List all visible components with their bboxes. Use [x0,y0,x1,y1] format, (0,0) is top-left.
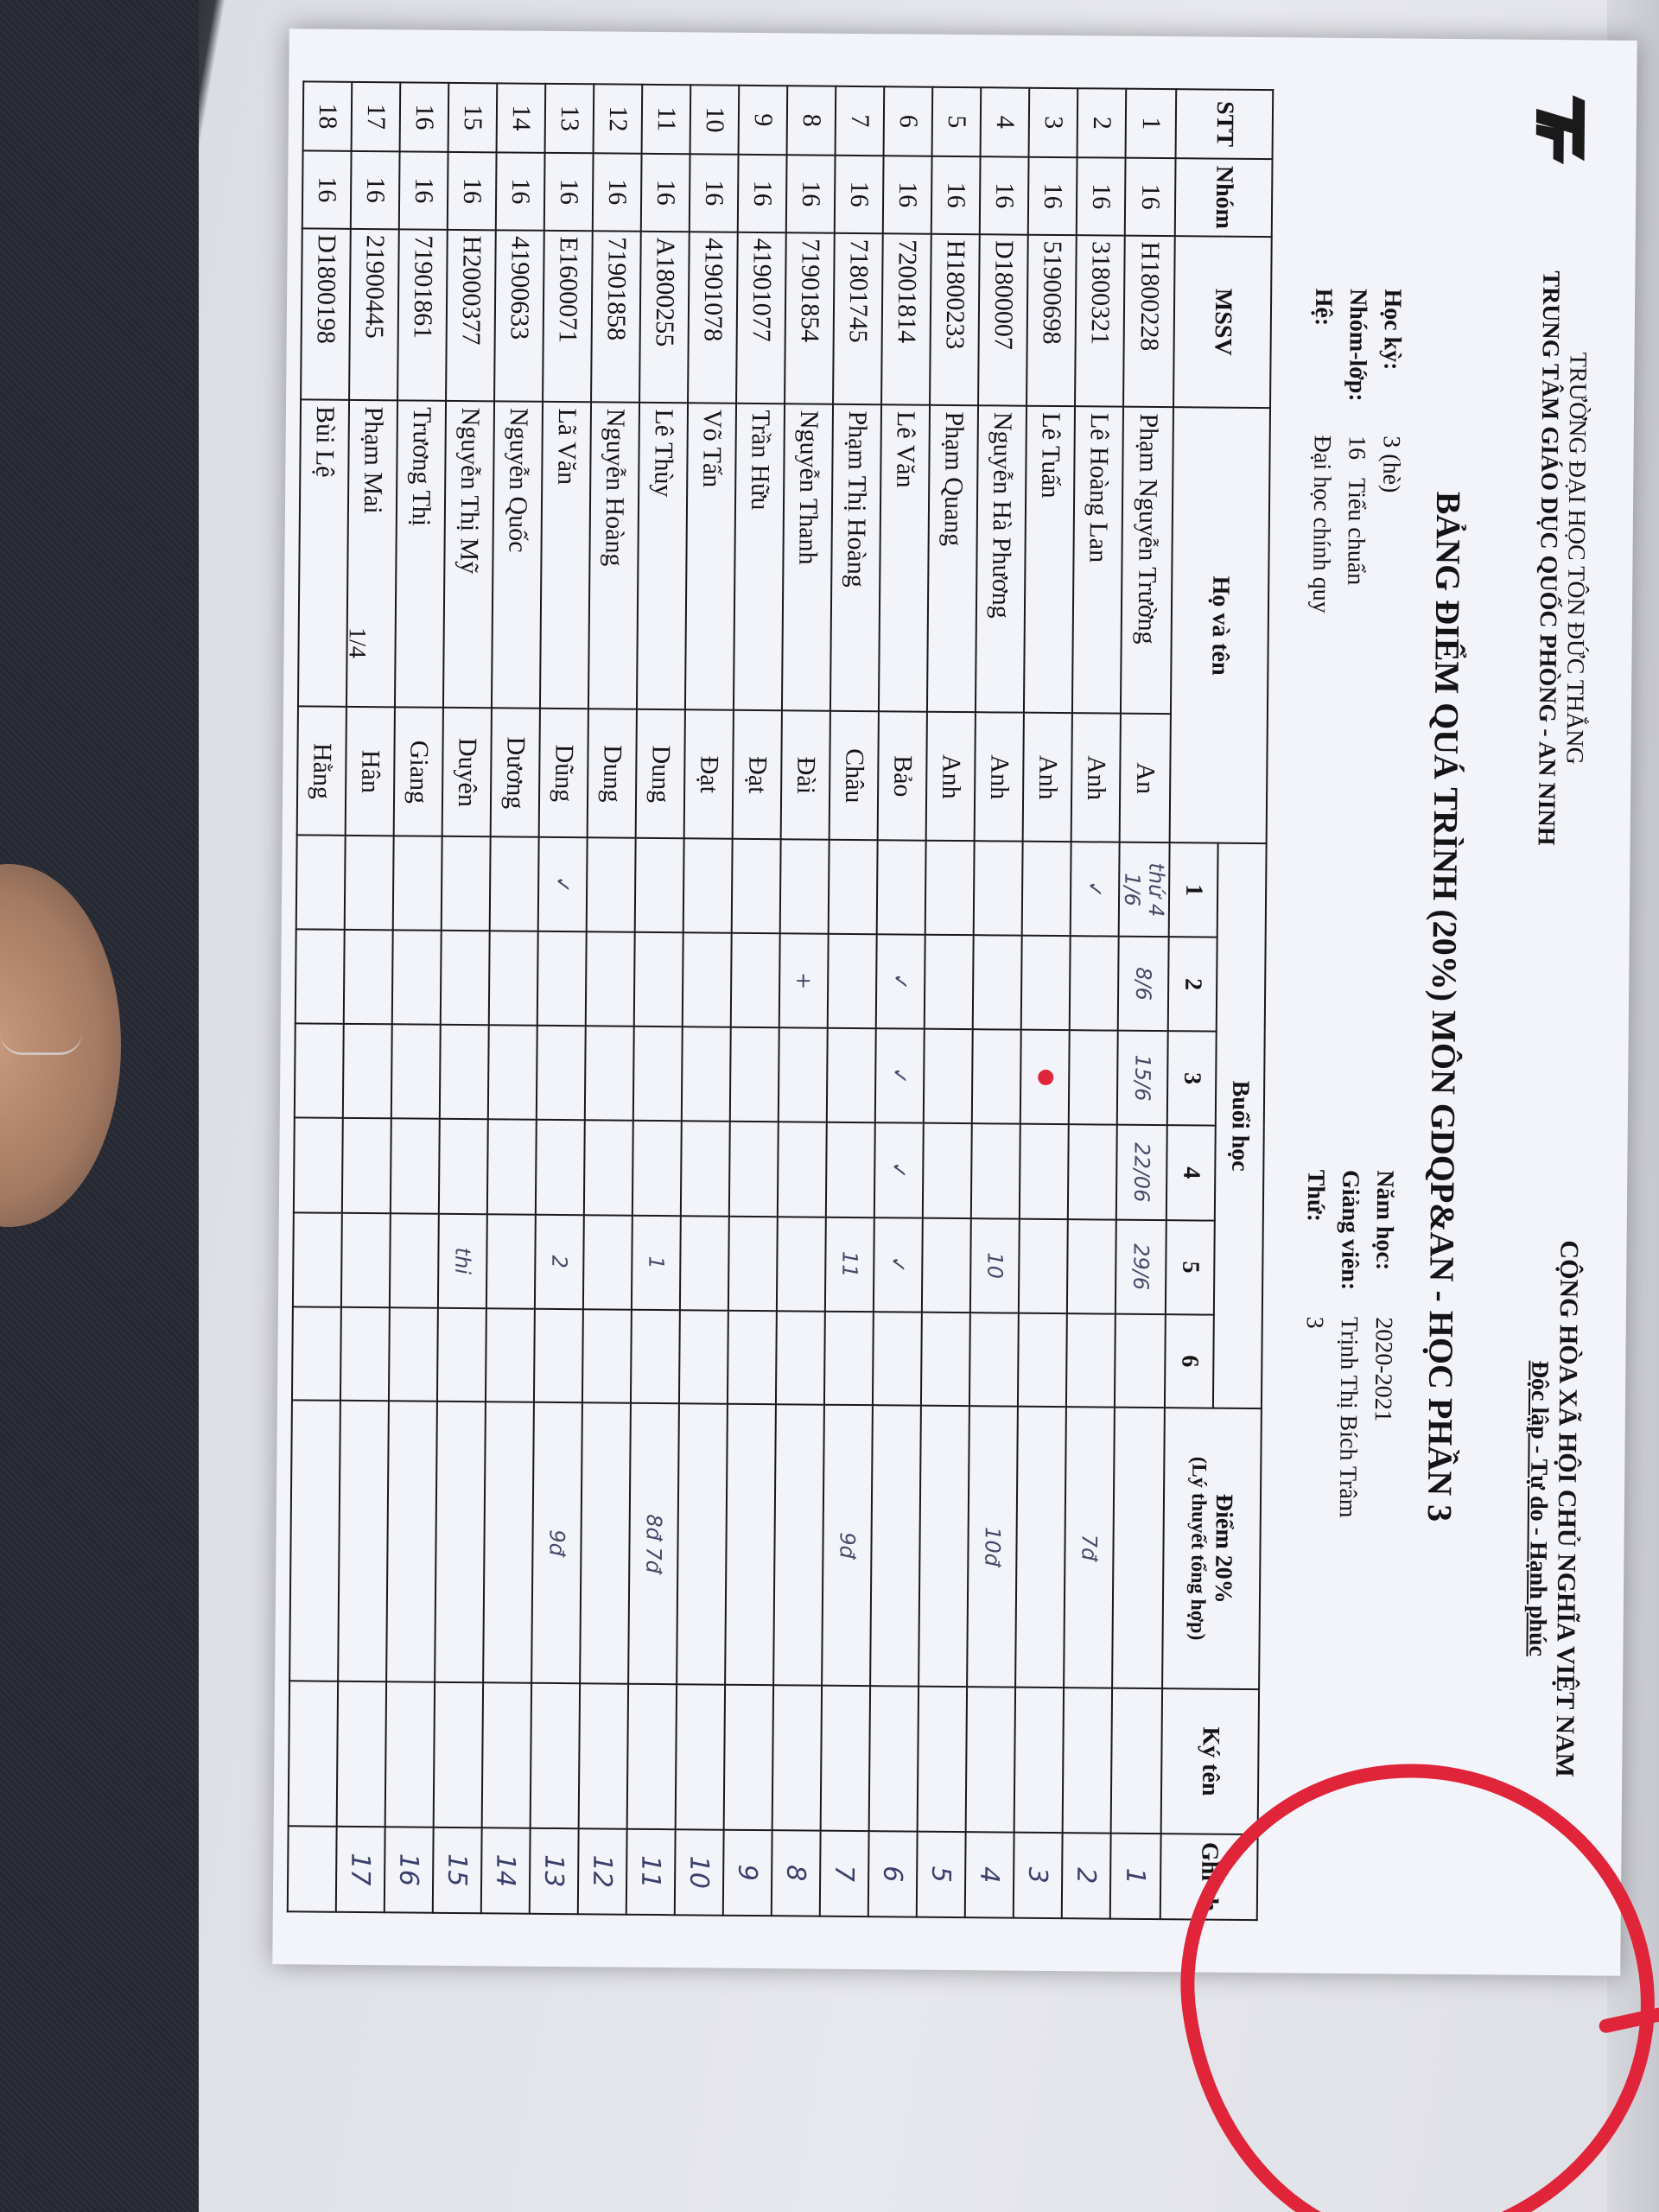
cell-ten: Đạt [733,710,782,839]
cell-b6 [969,1313,1019,1407]
cell-b4 [632,1121,682,1216]
col-b5: 5 [1166,1220,1215,1315]
cell-diem [386,1401,437,1681]
cell-ghi: 17 [336,1826,385,1912]
cell-b2 [1021,936,1071,1030]
cell-diem [435,1402,486,1682]
cell-diem [483,1402,534,1682]
cell-nhom: 16 [544,153,594,231]
col-diem [1162,1408,1262,1689]
cell-ghi: 8 [772,1830,821,1916]
cell-b2: 8/6 [1118,937,1169,1031]
cell-mssv: 21900445 [349,229,399,401]
cell-b1 [732,839,781,933]
cell-b5: 10 [970,1218,1020,1313]
cell-ghi: 3 [1014,1832,1063,1918]
nam-hoc-value: 2020-2021 [1369,1317,1397,1422]
cell-mssv: 71801745 [833,232,883,404]
hoc-ky-label: Học kỳ: [1378,289,1407,371]
cell-diem: 10đ [967,1406,1018,1687]
cell-b5 [777,1217,826,1312]
cell-ky [579,1683,628,1828]
cell-stt: 18 [303,81,353,150]
cell-b6 [292,1306,341,1401]
cell-stt: 2 [1077,88,1127,157]
cell-ho: Nguyễn Hà Phương [976,406,1027,713]
cell-b4 [729,1122,779,1217]
col-nhom: Nhóm [1175,158,1273,237]
grade-table-body [288,81,1176,1919]
red-dot-mark [1038,1069,1053,1084]
cell-ghi: 6 [868,1831,918,1917]
cell-nhom: 16 [641,154,690,232]
hoc-ky-value: 3 (hè) [1377,435,1405,493]
cell-ten: Dương [491,709,540,837]
col-b1: 1 [1169,843,1218,938]
cell-nhom: 16 [690,154,739,232]
cell-mssv: 51900698 [1027,234,1077,406]
nhom-lop-value: 16 [1343,435,1370,461]
col-b2: 2 [1168,937,1217,1031]
col-buoi-hoc: Buổi học [1213,843,1267,1408]
cell-ghi: 4 [965,1832,1014,1918]
university-logo-icon [1523,92,1602,170]
cell-ghi: 12 [578,1828,627,1915]
motto-line: Độc lập - Tự do - Hạnh phúc [1523,1360,1554,1657]
col-b6: 6 [1165,1314,1214,1408]
col-stt: STT [1176,89,1274,159]
cell-b4 [391,1119,440,1214]
cell-b3 [924,1029,973,1124]
cell-b5: ✓ [874,1217,923,1313]
cell-b3 [440,1025,489,1120]
cell-b3 [585,1026,634,1121]
cell-b1 [974,842,1023,936]
col-b3: 3 [1167,1031,1217,1126]
cell-b5: 2 [535,1214,584,1309]
cell-nhom: 16 [835,155,884,232]
cell-b2 [828,934,877,1028]
he-value: Đại học chính quy [1306,435,1336,613]
cell-mssv: 41901078 [688,232,738,404]
cell-nhom: 16 [448,152,497,230]
cell-b4 [584,1120,633,1215]
cell-diem [870,1405,921,1686]
giang-vien-value: Trịnh Thị Bích Trâm [1333,1316,1363,1518]
cell-diem: 7đ [1064,1407,1115,1688]
cell-mssv: 71901854 [785,232,835,404]
header-left [1531,169,1593,948]
cell-b1 [925,841,975,935]
he-label: Hệ: [1309,288,1338,327]
cell-ky [918,1687,967,1832]
cell-ghi: 5 [917,1831,966,1917]
school-name: TRƯỜNG ĐẠI HỌC TÔN ĐỨC THẮNG [1560,352,1592,765]
cell-nhom: 16 [496,152,545,230]
cell-diem [338,1401,389,1681]
cell-b2 [1070,936,1119,1030]
cell-b3 [633,1027,683,1122]
grade-sheet-paper [272,29,1637,1976]
cell-ky [724,1685,773,1830]
cell-diem [725,1404,776,1685]
cell-mssv: 71901861 [397,229,448,401]
cell-ten: Hằng [297,707,346,836]
cell-b5: 29/6 [1116,1219,1166,1314]
cell-nhom: 16 [931,156,981,233]
cell-b1 [490,837,539,931]
cell-ten: Dũng [539,709,588,837]
cell-b4 [1068,1124,1117,1219]
cell-stt: 7 [836,86,885,156]
cell-b4 [439,1119,488,1214]
cell-b2 [489,931,538,1026]
cell-nhom: 16 [883,156,932,233]
cell-b4: ✓ [874,1122,924,1217]
cell-b3 [779,1027,828,1122]
cell-diem: 9đ [531,1402,582,1683]
cell-diem: 9đ [822,1405,873,1686]
cell-nhom: 16 [399,151,448,229]
cell-b3 [488,1025,537,1120]
cell-stt: 3 [1029,88,1078,157]
cell-mssv: 41900633 [494,230,544,402]
cell-b6 [389,1307,438,1402]
cell-ho: Nguyễn Hoàng [588,403,639,709]
cell-ghi: 14 [481,1827,531,1914]
cell-ky [482,1682,531,1827]
cell-b1 [683,839,733,933]
bracelet [0,1033,82,1055]
cell-b5 [1067,1219,1116,1314]
cell-diem [773,1404,824,1685]
giang-vien-label: Giảng viên: [1336,1169,1364,1291]
cell-b2 [634,932,683,1027]
cell-ky [385,1681,435,1827]
col-diem-title: Điểm 20% [1210,1493,1238,1604]
cell-mssv: D1800007 [978,234,1028,406]
cell-ghi: 10 [675,1829,724,1916]
cell-ho: Nguyễn Quốc [492,402,543,709]
cell-ho: Bùi Lệ [298,400,349,707]
cell-b4 [487,1119,537,1214]
cell-ghi [288,1826,337,1912]
nhom-lop-extra: Tiểu chuẩn [1342,477,1370,586]
cell-b4 [536,1120,585,1215]
cell-b2 [296,930,345,1024]
cell-stt: 14 [497,83,546,152]
cell-ten: An [1120,714,1171,842]
cell-ghi: 2 [1062,1833,1111,1919]
sheet-title: BẢNG ĐIỂM QUÁ TRÌNH (20%) MÔN GDQP&AN - HỌC PHẦN 3 [1420,491,1469,1522]
cell-diem [289,1400,340,1681]
cell-ghi: 13 [530,1827,579,1914]
cell-ky [966,1687,1015,1832]
cell-ky [627,1684,677,1829]
meta-right [1291,1169,1399,1645]
cell-ten: Anh [1071,714,1121,842]
cell-ho: Phạm Thị Hoàng [830,404,881,711]
cell-b6 [437,1308,486,1402]
cell-ky [676,1684,725,1829]
cell-b3 [537,1026,586,1121]
cell-b6 [873,1312,922,1406]
cell-b2 [731,933,780,1027]
cell-ky [531,1683,580,1828]
cell-mssv: 72001814 [881,233,931,405]
cell-b4 [923,1123,972,1218]
cell-ten: Bảo [878,712,927,841]
cell-ho: Trần Hữu [734,404,785,710]
cell-b5 [390,1213,439,1308]
cell-b4 [826,1122,875,1217]
col-diem-sub: (Lý thuyết tổng hợp) [1186,1456,1211,1641]
cell-mssv: H1800233 [930,233,980,405]
cell-b5: 11 [825,1217,874,1312]
cell-ghi: 11 [626,1828,676,1915]
cell-ky [1111,1688,1162,1834]
cell-diem: 8đ 7đ [628,1403,679,1684]
cell-b3 [730,1027,779,1122]
cell-b1 [296,836,346,930]
cell-ho: Nguyễn Thanh [782,404,833,711]
cell-ho: Lê Thùy [637,403,688,709]
cell-diem [918,1406,969,1687]
nam-hoc-label: Năm học: [1370,1170,1399,1271]
cell-b4 [778,1122,827,1217]
header-right [1521,1120,1585,1898]
cell-b6 [679,1310,728,1404]
cell-mssv: D1800198 [301,228,351,400]
cell-b5 [728,1216,778,1311]
cell-b2 [925,935,974,1029]
cell-stt: 1 [1126,89,1177,158]
cell-stt: 17 [352,82,401,151]
cell-ho: Nguyễn Thị Mỹ [443,401,494,708]
cell-stt: 6 [884,86,933,156]
col-b4: 4 [1166,1125,1216,1220]
cell-b1: ✓ [1071,842,1120,937]
cell-diem [677,1403,728,1684]
cell-nhom: 16 [786,155,836,232]
cell-stt: 16 [400,82,449,151]
cell-b6 [728,1311,777,1405]
cell-ten: Duyên [442,708,492,836]
cell-ho: Phạm Quang [927,405,978,712]
cell-b1 [442,836,491,931]
page-number: 1/4 [343,626,371,658]
cell-ho: Lê Tuấn [1024,406,1075,713]
cell-b2: ✓ [876,934,925,1028]
cell-ghi: 7 [820,1830,869,1916]
cell-b4 [1020,1124,1069,1219]
cell-b6 [582,1309,632,1403]
cell-ky [1063,1688,1112,1833]
cell-b6 [1018,1313,1067,1407]
cell-b1 [877,841,926,935]
cell-stt: 12 [594,84,643,153]
col-ghi-chu: Ghi ch [1160,1834,1258,1920]
cell-ky [434,1682,483,1827]
cell-b4 [971,1123,1020,1218]
cell-b6 [631,1310,680,1404]
cell-ky [289,1681,338,1826]
cell-b1 [393,836,442,931]
cell-b1 [829,840,878,934]
cell-ten: Anh [926,712,976,841]
cell-stt: 11 [642,85,691,154]
cell-ten: Anh [1023,713,1072,842]
cell-ten: Châu [830,711,879,840]
cell-diem [580,1402,631,1683]
cell-b3 [972,1029,1021,1124]
cell-stt: 8 [787,86,836,155]
cell-b4: 22/06 [1116,1125,1167,1220]
col-ky-ten: Ký tên [1161,1688,1259,1834]
meta-left [1298,288,1406,764]
cell-ghi: 16 [385,1827,434,1913]
cell-ghi: 1 [1110,1833,1161,1919]
cell-ten: Đạt [684,710,734,839]
cell-stt: 10 [690,85,740,154]
cell-b6 [486,1308,535,1402]
thu-label: Thứ: [1301,1169,1330,1223]
cell-ten: Hân [346,707,395,836]
cell-b5: 1 [632,1215,681,1310]
cell-ho: Trương Thị [395,401,446,708]
cell-b2 [441,931,490,1025]
thu-value: 3 [1300,1316,1328,1329]
cell-nhom: 16 [351,151,400,229]
cell-b2: + [779,933,829,1027]
cell-stt: 13 [545,84,594,153]
cell-stt: 9 [739,86,788,155]
cell-b5 [922,1217,971,1313]
cell-ghi: 15 [433,1827,482,1913]
cell-b3 [391,1024,441,1119]
grade-table [287,80,1274,1921]
cell-ho: Phạm Nguyễn Trường [1121,407,1173,714]
cell-nhom: 16 [593,153,642,231]
cell-b5: thi [438,1213,487,1308]
cell-ten: Dung [636,709,685,838]
cell-b3: 15/6 [1117,1031,1168,1126]
cell-b3 [1069,1030,1118,1125]
cell-ho: Võ Tấn [685,404,736,710]
cell-b2 [392,931,442,1025]
cell-b1 [780,840,830,934]
cell-diem [1015,1407,1066,1688]
cell-b2 [973,935,1022,1029]
cell-ghi: 9 [723,1829,772,1916]
cell-mssv: 71901858 [591,231,641,403]
cell-ten: Đài [781,711,830,840]
cell-ho: Lã Văn [540,402,591,709]
cell-b3 [682,1027,731,1122]
cell-b3 [295,1023,344,1118]
cell-b1 [635,838,684,932]
cell-ky [869,1686,918,1831]
cell-mssv: 31800321 [1075,235,1125,407]
cell-diem [1112,1408,1165,1688]
cell-ky [1014,1688,1064,1833]
cell-b1: ✓ [538,837,588,931]
republic-line: CỘNG HÒA XÃ HỘI CHỦ NGHĨA VIỆT NAM [1550,1240,1584,1778]
cell-nhom: 16 [1125,157,1176,235]
cell-b6 [1115,1313,1166,1408]
cell-ky [772,1685,822,1830]
cell-b3: ✓ [875,1028,925,1123]
cell-b1 [1022,842,1071,936]
cell-ho: Phạm Mai [346,400,397,707]
cell-b2 [537,931,587,1026]
cell-mssv: A1800255 [639,231,690,403]
cell-b2 [586,931,635,1026]
cell-stt: 5 [932,87,982,156]
cell-b5 [486,1214,536,1309]
cell-b6 [776,1311,825,1405]
cell-nhom: 16 [738,155,787,232]
cell-b6 [824,1312,874,1406]
cell-ten: Anh [975,713,1024,842]
cell-b3 [1020,1030,1070,1125]
cell-ky [821,1686,870,1831]
cell-b6 [534,1309,583,1403]
cell-b5 [293,1212,342,1307]
cell-nhom: 16 [1028,156,1077,234]
cell-ten: Giang [394,708,443,836]
cell-b5 [583,1215,632,1310]
cell-ten: Dung [588,709,637,838]
cell-mssv: H2000377 [446,230,496,402]
cell-b4 [681,1121,730,1216]
cell-b3 [827,1028,876,1123]
cell-b5 [1019,1218,1068,1313]
cell-b1: thứ 4 1/6 [1119,842,1170,937]
cell-nhom: 16 [302,150,352,228]
cell-b2 [683,932,732,1027]
cell-ky [337,1681,386,1827]
cell-ho: Lê Văn [879,405,930,712]
cell-stt: 15 [448,83,498,152]
cell-b5 [341,1212,391,1307]
cell-stt: 4 [981,87,1030,156]
nhom-lop-label: Nhóm-lớp: [1344,288,1372,402]
center-name: TRUNG TÂM GIÁO DỤC QUỐC PHÒNG - AN NINH [1532,270,1565,846]
col-mssv: MSSV [1173,236,1272,409]
cell-nhom: 16 [1077,157,1126,235]
cell-b5 [680,1216,729,1311]
cell-mssv: E1600071 [543,230,593,402]
cell-ho: Lê Hoàng Lan [1072,407,1123,714]
cell-b4 [294,1118,343,1213]
cell-b1 [587,838,636,932]
cell-nhom: 16 [980,156,1029,234]
cell-mssv: H1800228 [1123,235,1175,407]
col-ho-ten: Họ và tên [1170,408,1270,844]
cell-mssv: 41901077 [736,232,786,404]
cell-b6 [921,1312,970,1406]
cell-b6 [340,1307,390,1402]
cell-b6 [1066,1313,1116,1408]
